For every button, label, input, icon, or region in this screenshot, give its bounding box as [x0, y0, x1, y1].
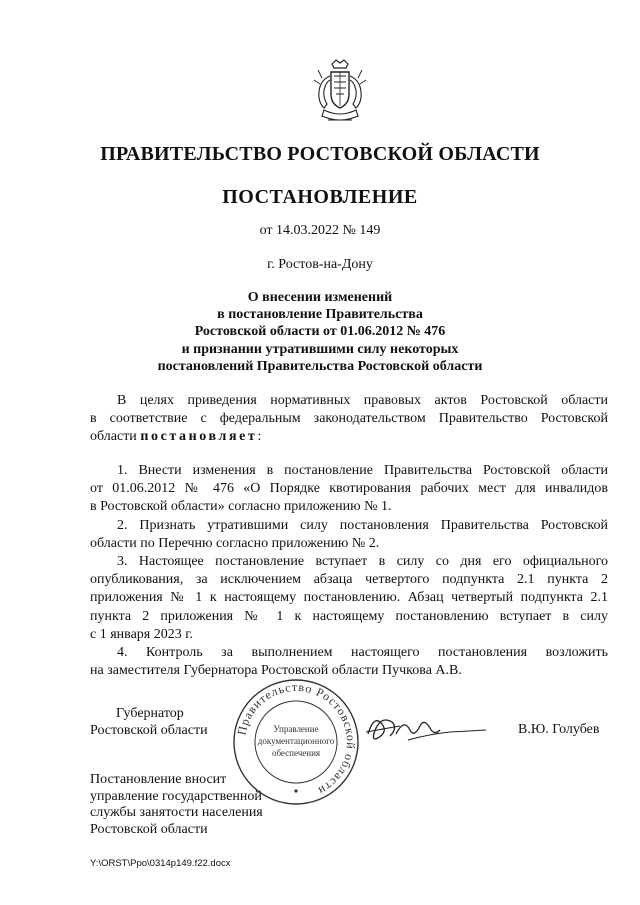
- item-3-line: 3. Настоящее постановление вступает в силу со дня его официального: [117, 554, 608, 570]
- position-region: Ростовской области: [90, 723, 208, 738]
- stamp-center-line: обеспечения: [271, 748, 321, 758]
- coat-of-arms-icon: [312, 58, 368, 128]
- item-1-line: от 01.06.2012 № 476 «О Порядке квотирования рабочих мест для инвалидов: [90, 481, 608, 497]
- submitted-by-line: Постановление вносит: [90, 772, 227, 787]
- preamble-line: [90, 428, 608, 446]
- preamble-paragraph: [90, 392, 608, 447]
- date-and-number: от 14.03.2022 № 149: [259, 223, 381, 238]
- subject-line: постановлений Правительства Ростовской области: [157, 358, 483, 374]
- stamp-ring-text: Правительство Ростовской области: [234, 679, 359, 799]
- position-title: Губернатор: [116, 706, 184, 721]
- item-4-line: на заместителя Губернатора Ростовской области Пучкова А.В.: [90, 663, 462, 679]
- item-3-line: опубликования, за исключением абзаца четвертого подпункта 2.1 пункта 2: [90, 572, 608, 588]
- submitted-by-line: Ростовской области: [90, 822, 208, 838]
- stamp-center-line: Управление: [273, 724, 319, 734]
- resolves-word: постановляет: [140, 429, 258, 445]
- submitted-by-line: службы занятости населения: [90, 805, 263, 821]
- item-4-line: 4. Контроль за выполнением настоящего постановления возложить: [117, 645, 608, 661]
- resolution-items: [90, 462, 608, 680]
- item-3-line: приложения № 1 к настоящему постановлению. Абзац четвертый подпункта 2.1: [90, 590, 608, 606]
- subject-line: О внесении изменений: [247, 290, 393, 305]
- item-2-line: области по Перечню согласно приложению № 2.: [90, 535, 380, 551]
- handwritten-signature: [360, 704, 490, 754]
- document-subject: [0, 289, 640, 375]
- item-3-line: с 1 января 2023 г.: [90, 626, 193, 642]
- subject-line: в постановление Правительства: [217, 307, 423, 323]
- preamble-line-suffix: :: [257, 429, 262, 445]
- government-title: ПРАВИТЕЛЬСТВО РОСТОВСКОЙ ОБЛАСТИ: [100, 143, 540, 165]
- document-type-heading: ПОСТАНОВЛЕНИЕ: [222, 186, 418, 208]
- signatory-position: [90, 705, 208, 739]
- item-1-line: в Ростовской области» согласно приложению № 1.: [90, 499, 392, 515]
- subject-line: и признании утратившими силу некоторых: [181, 341, 459, 357]
- preamble-line: В целях приведения нормативных правовых актов Ростовской области: [117, 393, 608, 408]
- stamp-center-line: документационного: [257, 736, 335, 746]
- file-path-reference: Y:\ORST\Ppo\0314p149.f22.docx: [90, 858, 231, 869]
- item-1-line: 1. Внести изменения в постановление Правительства Ростовской области: [117, 463, 608, 478]
- item-3-line: пункта 2 приложения № 1 к настоящему постановлению вступает в силу: [90, 608, 608, 624]
- submitted-by-line: управление государственной: [90, 788, 262, 804]
- item-2-line: 2. Признать утратившими силу постановления Правительства Ростовской: [117, 517, 608, 533]
- signatory-name: В.Ю. Голубев: [518, 722, 600, 737]
- subject-line: Ростовской области от 01.06.2012 № 476: [194, 324, 446, 340]
- preamble-line-prefix: области: [90, 429, 141, 445]
- submitted-by-note: [90, 772, 263, 839]
- preamble-line: в соответствие с федеральным законодательством Правительство Ростовской: [90, 411, 608, 427]
- city-line: г. Ростов-на-Дону: [267, 257, 373, 272]
